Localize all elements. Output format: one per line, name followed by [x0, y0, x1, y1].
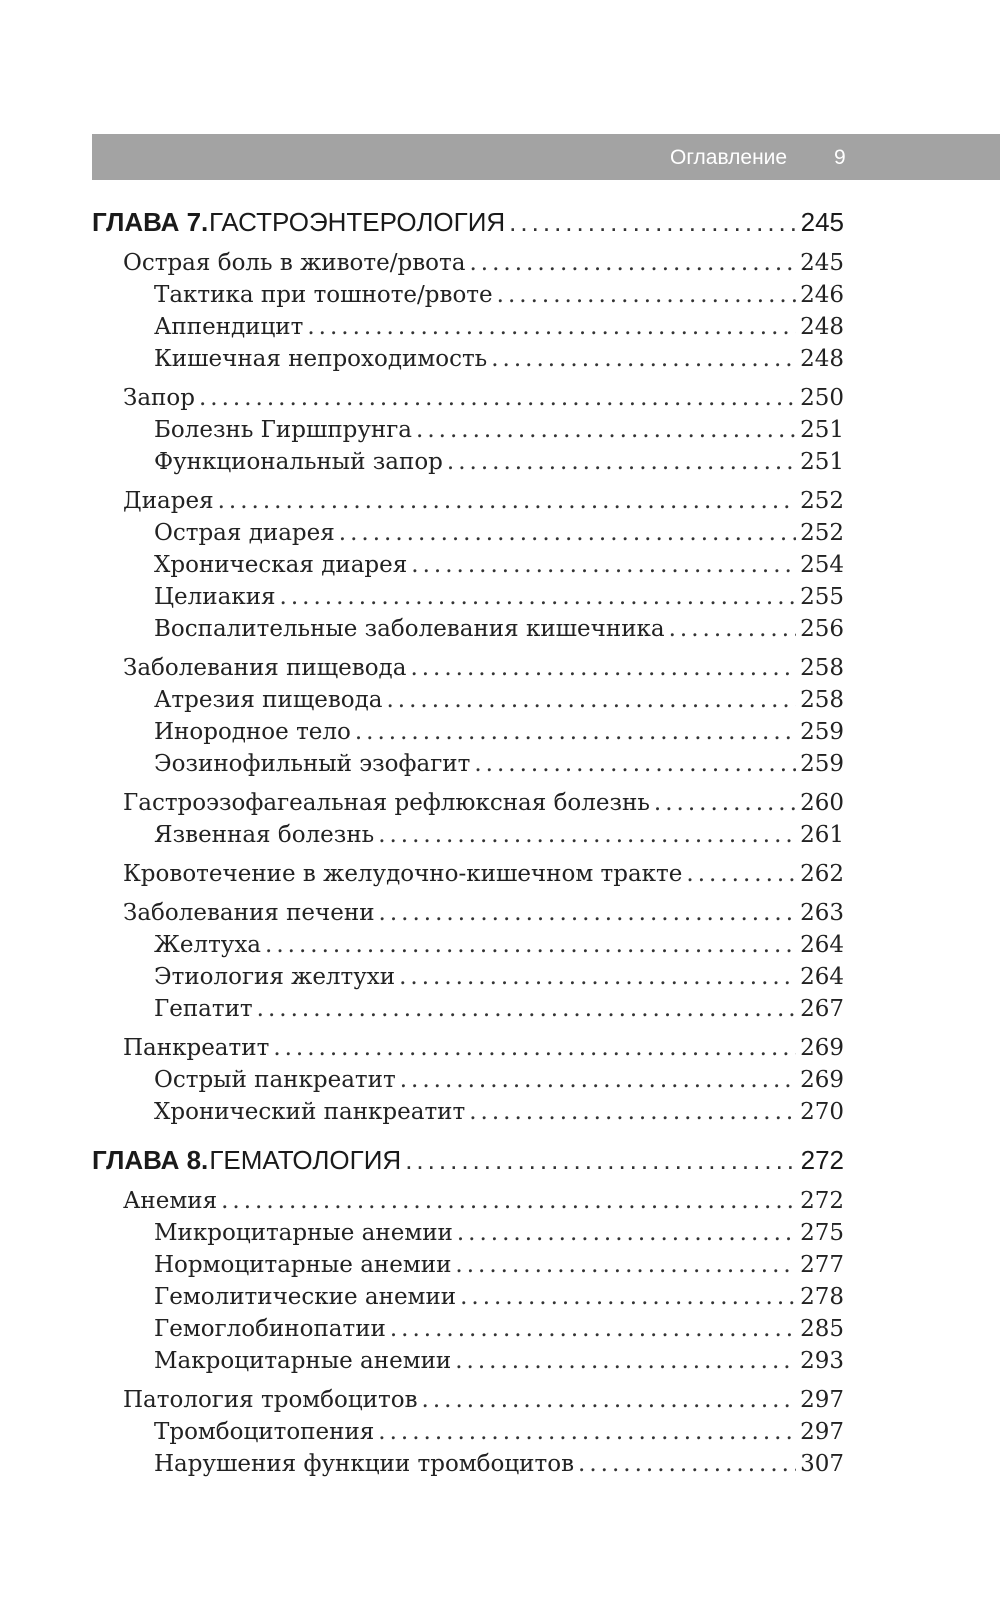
entry-title: Аппендицит: [154, 314, 304, 340]
entry-title: Гемоглобинопатии: [154, 1316, 386, 1342]
entry-title: Кровотечение в желудочно-кишечном тракте: [123, 861, 683, 887]
entry-title: Гемолитические анемии: [154, 1284, 457, 1310]
entry-title: Анемия: [123, 1188, 218, 1214]
entry-page-number: 258: [800, 655, 844, 681]
dot-leader: [387, 684, 797, 716]
entry-page-number: 252: [800, 488, 844, 514]
dot-leader: [455, 1345, 796, 1377]
dot-leader: [460, 1281, 796, 1313]
toc-subsection-entry[interactable]: [92, 581, 844, 613]
entry-page-number: 262: [800, 861, 844, 887]
entry-page-number: 248: [800, 346, 844, 372]
toc-section-entry[interactable]: [92, 1384, 844, 1416]
toc-subsection-entry[interactable]: [92, 446, 844, 478]
entry-title: Заболевания пищевода: [123, 655, 407, 681]
entry-title: Панкреатит: [123, 1035, 270, 1061]
entry-page-number: 251: [800, 449, 844, 475]
dot-leader: [339, 517, 796, 549]
dot-leader: [405, 1138, 796, 1182]
dot-leader: [455, 1249, 796, 1281]
entry-title: Острая боль в животе/рвота: [123, 250, 466, 276]
toc-subsection-entry[interactable]: [92, 549, 844, 581]
section-group: [92, 1384, 844, 1480]
section-group: [92, 787, 844, 851]
entry-page-number: 256: [800, 616, 844, 642]
entry-page-number: 259: [800, 719, 844, 745]
toc-section-entry[interactable]: [92, 1185, 844, 1217]
entry-title: Диарея: [123, 488, 214, 514]
running-header: [92, 134, 1000, 180]
dot-leader: [474, 748, 796, 780]
entry-page-number: 277: [800, 1252, 844, 1278]
entry-page-number: 263: [800, 900, 844, 926]
toc-subsection-entry[interactable]: [92, 1281, 844, 1313]
entry-title: Нормоцитарные анемии: [154, 1252, 452, 1278]
entry-title: Целиакия: [154, 584, 276, 610]
dot-leader: [447, 446, 796, 478]
toc-section-entry[interactable]: [92, 382, 844, 414]
toc-section-entry[interactable]: [92, 787, 844, 819]
dot-leader: [390, 1313, 796, 1345]
dot-leader: [654, 787, 796, 819]
toc-subsection-entry[interactable]: [92, 1313, 844, 1345]
dot-leader: [491, 343, 796, 375]
entry-title: Язвенная болезнь: [154, 822, 375, 848]
entry-title: Макроцитарные анемии: [154, 1348, 452, 1374]
chapter-page-number: 272: [800, 1145, 844, 1175]
entry-page-number: 260: [800, 790, 844, 816]
toc-subsection-entry[interactable]: [92, 716, 844, 748]
dot-leader: [416, 414, 796, 446]
entry-page-number: 255: [800, 584, 844, 610]
toc-subsection-entry[interactable]: [92, 311, 844, 343]
entry-title: Тромбоцитопения: [154, 1419, 375, 1445]
entry-page-number: 269: [800, 1067, 844, 1093]
chapter-title: ГАСТРОЭНТЕРОЛОГИЯ: [209, 207, 506, 237]
section-group: [92, 858, 844, 890]
entry-title: Хронический панкреатит: [154, 1099, 466, 1125]
toc-subsection-entry[interactable]: [92, 684, 844, 716]
dot-leader: [273, 1032, 796, 1064]
toc-section-entry[interactable]: [92, 897, 844, 929]
toc-subsection-entry[interactable]: [92, 279, 844, 311]
toc-section-entry[interactable]: [92, 247, 844, 279]
dot-leader: [469, 247, 796, 279]
chapter-heading[interactable]: [92, 1138, 844, 1182]
entry-page-number: 245: [800, 250, 844, 276]
section-group: [92, 1185, 844, 1377]
header-section-title: Оглавление: [670, 146, 788, 169]
entry-page-number: 272: [800, 1188, 844, 1214]
section-group: [92, 382, 844, 478]
entry-title: Болезнь Гиршпрунга: [154, 417, 413, 443]
entry-title: Гастроэзофагеальная рефлюксная болезнь: [123, 790, 650, 816]
entry-title: Острый панкреатит: [154, 1067, 396, 1093]
entry-title: Микроцитарные анемии: [154, 1220, 453, 1246]
toc-subsection-entry[interactable]: [92, 1096, 844, 1128]
entry-page-number: 264: [800, 932, 844, 958]
entry-page-number: 297: [800, 1419, 844, 1445]
toc-section-entry[interactable]: [92, 858, 844, 890]
entry-page-number: 269: [800, 1035, 844, 1061]
dot-leader: [457, 1217, 796, 1249]
entry-title: Запор: [123, 385, 195, 411]
entry-title: Функциональный запор: [154, 449, 443, 475]
toc-section-entry[interactable]: [92, 652, 844, 684]
dot-leader: [280, 581, 797, 613]
entry-title: Хроническая диарея: [154, 552, 408, 578]
entry-title: Тактика при тошноте/рвоте: [154, 282, 493, 308]
entry-page-number: 248: [800, 314, 844, 340]
chapter-heading[interactable]: [92, 200, 844, 244]
entry-page-number: 264: [800, 964, 844, 990]
section-group: [92, 897, 844, 1025]
toc-subsection-entry[interactable]: [92, 1217, 844, 1249]
entry-page-number: 278: [800, 1284, 844, 1310]
toc-subsection-entry[interactable]: [92, 414, 844, 446]
dot-leader: [218, 485, 797, 517]
dot-leader: [669, 613, 796, 645]
entry-title: Острая диарея: [154, 520, 335, 546]
dot-leader: [265, 929, 796, 961]
entry-title: Патология тромбоцитов: [123, 1387, 418, 1413]
entry-title: Нарушения функции тромбоцитов: [154, 1451, 575, 1477]
dot-leader: [411, 549, 796, 581]
toc-subsection-entry[interactable]: [92, 961, 844, 993]
dot-leader: [257, 993, 796, 1025]
entry-page-number: 250: [800, 385, 844, 411]
toc-subsection-entry[interactable]: [92, 929, 844, 961]
entry-page-number: 307: [800, 1451, 844, 1477]
dot-leader: [378, 819, 796, 851]
chapter-block: [92, 1138, 844, 1480]
dot-leader: [422, 1384, 797, 1416]
entry-title: Атрезия пищевода: [154, 687, 383, 713]
toc-subsection-entry[interactable]: [92, 343, 844, 375]
dot-leader: [378, 1416, 796, 1448]
entry-title: Инородное тело: [154, 719, 351, 745]
dot-leader: [379, 897, 797, 929]
chapter-label: ГЛАВА 8.: [92, 1145, 209, 1175]
toc-subsection-entry[interactable]: [92, 993, 844, 1025]
header-page-number: 9: [834, 146, 846, 169]
dot-leader: [509, 200, 796, 244]
entry-title: Этиология желтухи: [154, 964, 396, 990]
entry-page-number: 297: [800, 1387, 844, 1413]
section-group: [92, 485, 844, 645]
entry-page-number: 258: [800, 687, 844, 713]
section-group: [92, 1032, 844, 1128]
toc-subsection-entry[interactable]: [92, 1249, 844, 1281]
entry-page-number: 261: [800, 822, 844, 848]
toc-subsection-entry[interactable]: [92, 748, 844, 780]
toc-subsection-entry[interactable]: [92, 819, 844, 851]
dot-leader: [221, 1185, 796, 1217]
entry-title: Кишечная непроходимость: [154, 346, 488, 372]
dot-leader: [497, 279, 796, 311]
entry-title: Желтуха: [154, 932, 262, 958]
entry-title: Заболевания печени: [123, 900, 375, 926]
entry-page-number: 293: [800, 1348, 844, 1374]
entry-page-number: 254: [800, 552, 844, 578]
dot-leader: [686, 858, 796, 890]
entry-title: Воспалительные заболевания кишечника: [154, 616, 665, 642]
dot-leader: [307, 311, 796, 343]
entry-page-number: 275: [800, 1220, 844, 1246]
entry-page-number: 285: [800, 1316, 844, 1342]
toc-subsection-entry[interactable]: [92, 1416, 844, 1448]
dot-leader: [399, 961, 796, 993]
dot-leader: [400, 1064, 796, 1096]
toc-subsection-entry[interactable]: [92, 613, 844, 645]
section-group: [92, 652, 844, 780]
toc-section-entry[interactable]: [92, 1032, 844, 1064]
entry-page-number: 252: [800, 520, 844, 546]
entry-page-number: 270: [800, 1099, 844, 1125]
entry-page-number: 259: [800, 751, 844, 777]
dot-leader: [410, 652, 796, 684]
dot-leader: [355, 716, 796, 748]
section-group: [92, 247, 844, 375]
entry-title: Гепатит: [154, 996, 253, 1022]
toc-subsection-entry[interactable]: [92, 1448, 844, 1480]
chapter-title: ГЕМАТОЛОГИЯ: [209, 1145, 402, 1175]
entry-page-number: 251: [800, 417, 844, 443]
toc-subsection-entry[interactable]: [92, 1345, 844, 1377]
chapter-block: [92, 200, 844, 1128]
chapter-label: ГЛАВА 7.: [92, 207, 209, 237]
toc-subsection-entry[interactable]: [92, 517, 844, 549]
chapter-sections: [92, 247, 844, 1128]
chapter-page-number: 245: [800, 207, 844, 237]
dot-leader: [469, 1096, 796, 1128]
toc-section-entry[interactable]: [92, 485, 844, 517]
entry-page-number: 246: [800, 282, 844, 308]
table-of-contents: [92, 200, 844, 1480]
dot-leader: [578, 1448, 796, 1480]
dot-leader: [199, 382, 796, 414]
toc-subsection-entry[interactable]: [92, 1064, 844, 1096]
entry-title: Эозинофильный эзофагит: [154, 751, 471, 777]
entry-page-number: 267: [800, 996, 844, 1022]
chapter-sections: [92, 1185, 844, 1480]
